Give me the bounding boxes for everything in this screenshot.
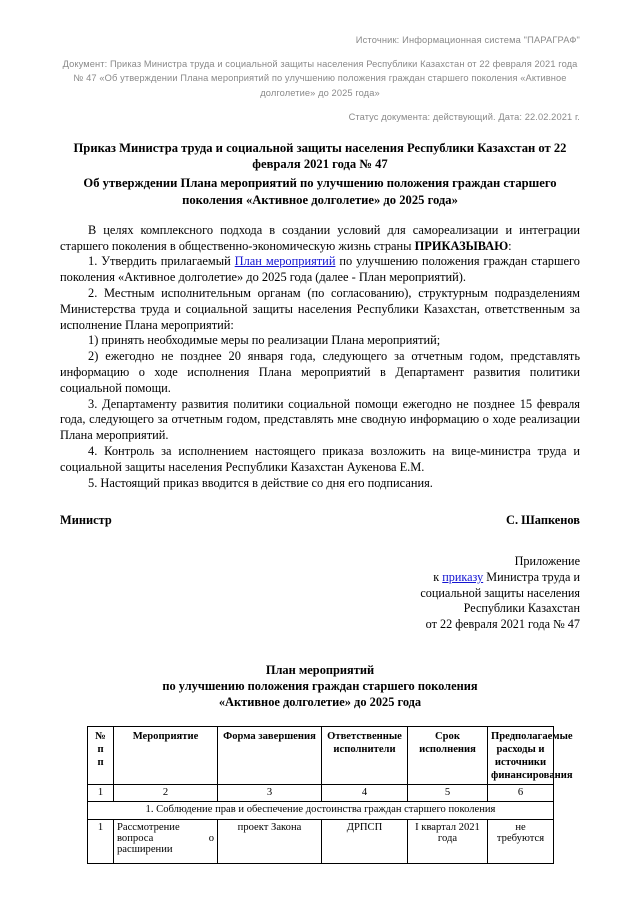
plan-table <box>87 726 573 864</box>
document-meta-header <box>0 0 640 124</box>
prikazu-link[interactable]: приказу <box>442 569 484 584</box>
column-header-measure: Мероприятие <box>114 727 218 785</box>
table-row <box>88 819 554 863</box>
column-header-number-symbol: № <box>95 731 106 743</box>
preamble-text-before: В целях комплексного подхода в создании условий для самореализации и интеграции старшего поколения в общественно-экономическую жизнь страны <box>60 222 580 253</box>
table-numbering-row <box>88 785 554 802</box>
column-header-responsible: Ответственные исполнители <box>322 727 408 785</box>
column-header-number-p1: п <box>97 744 104 756</box>
appendix-title: Приложение <box>514 554 580 569</box>
plan-heading-line-1: План мероприятий <box>265 663 375 678</box>
paragraph-2: 2. Местным исполнительным органам (по согласованию), структурным подразделениям Министерства труда и социальной защиты населения Республики Казахстан, ответственным за исполнение Плана мероприятий: <box>60 286 580 332</box>
page-subtitle: Об утверждении Плана мероприятий по улучшению положения граждан старшего поколения «Активное долголетие» до 2025 года» <box>83 176 557 207</box>
appendix-ref-before: к <box>433 569 443 584</box>
plan-heading <box>0 662 640 710</box>
document-reference-line: Документ: Приказ Министра труда и социальной защиты населения Республики Казахстан от 22 февраля 2021 года № 47 «Об утверждении Плана мероприятий по улучшению положения граждан старшего поколения «Активное долголетие» до 2025 года» <box>62 59 578 98</box>
paragraph-1-before: 1. Утвердить прилагаемый <box>88 254 235 269</box>
row-responsible: ДРПСП <box>322 819 408 863</box>
paragraph-4: 4. Контроль за исполнением настоящего приказа возложить на вице-министра труда и социальной защиты населения Республики Казахстан Аукенова Е.М. <box>60 443 580 474</box>
paragraph-2-item-1: 1) принять необходимые меры по реализации Плана мероприятий; <box>88 333 441 348</box>
plan-meropriyatiy-link[interactable]: План мероприятий <box>234 254 336 269</box>
column-header-term: Срок исполнения <box>408 727 488 785</box>
plan-table-container <box>0 726 640 864</box>
signature-block <box>0 513 640 528</box>
column-header-form: Форма завершения <box>218 727 322 785</box>
appendix-block <box>0 554 640 632</box>
appendix-line-4: Республики Казахстан <box>463 601 580 616</box>
row-form: проект Закона <box>218 819 322 863</box>
document-body <box>0 223 640 492</box>
paragraph-1-after: по улучшению положения граждан старшего поколения «Активное долголетие» до 2025 года (далее - План мероприятий). <box>60 254 580 285</box>
paragraph-preamble <box>60 223 580 255</box>
numbering-cell-6: 6 <box>488 785 554 802</box>
numbering-cell-5: 5 <box>408 785 488 802</box>
preamble-text-after: : <box>508 238 512 253</box>
numbering-cell-1: 1 <box>88 785 114 802</box>
page-title: Приказ Министра труда и социальной защиты населения Республики Казахстан от 22 февраля 2021 года № 47 <box>73 141 567 172</box>
numbering-cell-3: 3 <box>218 785 322 802</box>
signature-role: Министр <box>60 513 112 528</box>
paragraph-1 <box>60 254 580 286</box>
appendix-line-5: от 22 февраля 2021 года № 47 <box>425 616 580 631</box>
plan-heading-line-2: по улучшению положения граждан старшего поколения <box>162 679 478 694</box>
column-header-number-p2: п <box>97 757 104 769</box>
numbering-cell-4: 4 <box>322 785 408 802</box>
table-header-row <box>88 727 554 785</box>
row-measure: Рассмотрение вопроса о расширении <box>114 819 218 863</box>
row-cost: не требуются <box>488 819 554 863</box>
column-header-cost: Предполагаемые расходы и источники финансирования <box>488 727 554 785</box>
row-number: 1 <box>88 819 114 863</box>
paragraph-5: 5. Настоящий приказ вводится в действие со дня его подписания. <box>88 475 433 490</box>
column-header-number <box>88 727 114 785</box>
paragraph-3: 3. Департаменту развития политики социальной помощи ежегодно не позднее 15 февраля года, следующего за отчетным годом, представлять мне сводную информацию о ходе реализации Плана мероприятий. <box>60 396 580 443</box>
paragraph-2-item-2: 2) ежегодно не позднее 20 января года, следующего за отчетным годом, представлять информацию о ходе исполнения Плана мероприятий в Департамент развития политики социальной помощи. <box>60 349 580 395</box>
row-term: I квартал 2021 года <box>408 819 488 863</box>
table-section-title: 1. Соблюдение прав и обеспечение достоинства граждан старшего поколения <box>88 802 554 820</box>
numbering-cell-2: 2 <box>114 785 218 802</box>
appendix-ref-after: Министра труда и <box>483 569 580 584</box>
appendix-reference-line <box>0 570 580 586</box>
source-line: Источник: Информационная система "ПАРАГРАФ" <box>355 35 580 45</box>
status-line: Статус документа: действующий. Дата: 22.02.2021 г. <box>348 111 580 122</box>
table-section-row <box>88 802 554 820</box>
preamble-keyword: ПРИКАЗЫВАЮ <box>414 238 509 253</box>
appendix-line-3: социальной защиты населения <box>420 585 580 600</box>
signature-name: С. Шапкенов <box>506 513 580 528</box>
plan-heading-line-3: «Активное долголетие» до 2025 года <box>218 695 422 710</box>
